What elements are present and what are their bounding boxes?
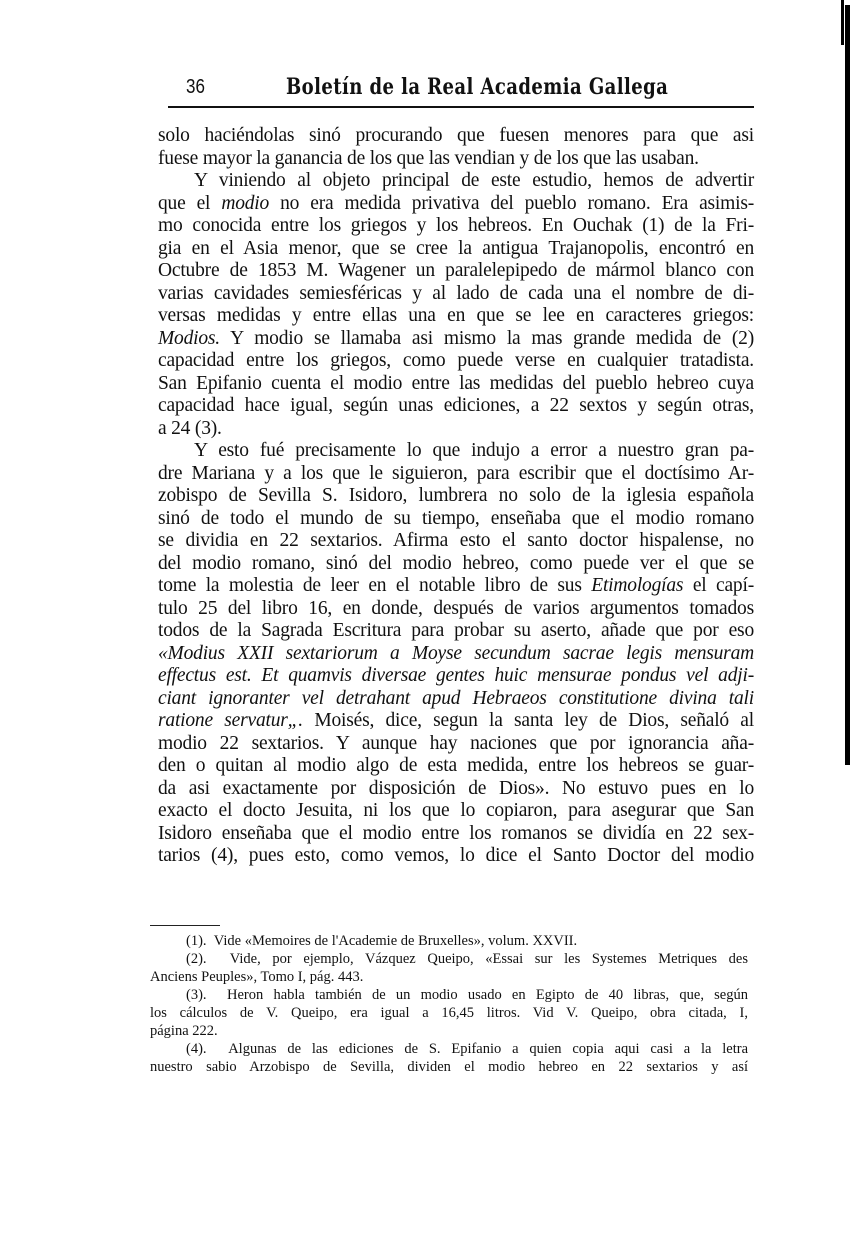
latin-quote-line bbox=[158, 665, 754, 688]
text-line: zobispo de Sevilla S. Isidoro, lumbrera no solo de la iglesia española bbox=[158, 485, 754, 506]
footnote-text: Vide, por ejemplo, Vázquez Queipo, «Essai sur les Systemes Metriques des bbox=[229, 951, 748, 967]
text-line: exacto el docto Jesuita, ni los que lo copiaron, para asegurar que San bbox=[158, 800, 754, 821]
text-fragment: no era medida privativa del pueblo romano. Era asimis- bbox=[269, 192, 755, 214]
footnotes bbox=[150, 932, 748, 1076]
text-line: versas medidas y entre ellas una en que se lee en caracteres griegos: bbox=[158, 305, 754, 326]
footnote-text: Heron habla también de un modio usado en Egipto de 40 libras, que, según bbox=[226, 987, 748, 1003]
text-line: tulo 25 del libro 16, en donde, después de varios argumentos tomados bbox=[158, 597, 754, 619]
text-line: a 24 (3). bbox=[158, 417, 222, 439]
footnote-3-cont: página 222. bbox=[150, 1023, 218, 1039]
text-line: Isidoro enseñaba que el modio entre los romanos se dividía en 22 sex- bbox=[158, 822, 754, 844]
italic-term: Modios. bbox=[158, 327, 220, 349]
footnote-2-cont: Anciens Peuples», Tomo I, pág. 443. bbox=[150, 969, 364, 985]
text-fragment: el capí- bbox=[683, 575, 754, 596]
text-line: dre Mariana y a los que le siguieron, para escribir que el doctísimo Ar- bbox=[158, 462, 754, 484]
text-line: capacidad hace igual, según unas ediciones, a 22 sextos y según otras, bbox=[158, 395, 754, 416]
latin-quote-text: ratione servatur„. bbox=[158, 710, 303, 731]
italic-term: modio bbox=[221, 192, 270, 214]
footnote-3 bbox=[150, 986, 748, 1004]
text-line: se dividia en 22 sextarios. Afirma esto el santo doctor hispalense, no bbox=[158, 530, 754, 551]
footnote-text: Algunas de las ediciones de S. Epifanio a quien copia aqui casi a la letra bbox=[228, 1041, 749, 1057]
text-fragment: Y modio se llamaba asi mismo la mas grande medida de (2) bbox=[219, 327, 754, 349]
text-line: Y viniendo al objeto principal de este estudio, hemos de advertir bbox=[194, 170, 754, 191]
text-line: todos de la Sagrada Escritura para probar su aserto, añade que por eso bbox=[158, 620, 754, 641]
footnote-marker: (1). bbox=[186, 933, 207, 949]
text-line: mo conocida entre los griegos y los hebreos. En Ouchak (1) de la Fri- bbox=[158, 215, 754, 236]
text-line: tarios (4), pues esto, como vemos, lo dice el Santo Doctor del modio bbox=[158, 845, 754, 866]
footnote-4-cont: nuestro sabio Arzobispo de Sevilla, dividen el modio hebreo en 22 sextarios y así bbox=[150, 1059, 748, 1075]
page-header bbox=[186, 74, 752, 110]
text-line: San Epifanio cuenta el modio entre las medidas del pueblo hebreo cuya bbox=[158, 372, 754, 394]
text-line: solo haciéndolas sinó procurando que fuesen menores para que asi bbox=[158, 125, 754, 146]
text-line: Y esto fué precisamente lo que indujo a error a nuestro gran pa- bbox=[194, 440, 754, 461]
text-line-with-italic bbox=[158, 575, 754, 598]
header-rule bbox=[168, 106, 754, 108]
text-fragment: que el bbox=[158, 192, 222, 214]
text-line: den o quitan al modio algo de esta medida, entre los hebreos se guar- bbox=[158, 755, 754, 776]
latin-quote-line bbox=[158, 688, 754, 711]
footnote-2 bbox=[150, 950, 748, 968]
footnote-3-cont: los cálculos de V. Queipo, era igual a 16,45 litros. Vid V. Queipo, obra citada, I, bbox=[150, 1005, 748, 1021]
page-number: 36 bbox=[186, 76, 205, 98]
footnote-marker: (2). bbox=[186, 951, 207, 967]
running-title: Boletín de la Real Academia Gallega bbox=[286, 74, 669, 100]
latin-quote-text: ciant ignoranter vel detrahant apud Hebraeos constitutione divina tali bbox=[158, 687, 754, 709]
footnote-1 bbox=[150, 932, 748, 950]
latin-quote-text: effectus est. Et quamvis diversae gentes huic mensurae pondus vel adji- bbox=[158, 665, 754, 686]
italic-term: Etimologías bbox=[591, 575, 684, 596]
text-line: varias cavidades semiesféricas y al lado de cada una el nombre de di- bbox=[158, 282, 754, 304]
text-line: gia en el Asia menor, que se cree la antigua Trajanopolis, encontró en bbox=[158, 237, 754, 259]
text-line: da asi exactamente por disposición de Dios». No estuvo pues en lo bbox=[158, 777, 754, 799]
text-line: modio 22 sextarios. Y aunque hay naciones que por ignorancia aña- bbox=[158, 732, 754, 754]
footnote-marker: (4). bbox=[186, 1041, 207, 1057]
text-line-with-italic bbox=[158, 328, 754, 351]
body-text bbox=[158, 125, 754, 868]
text-line: del modio romano, sinó del modio hebreo, como puede ver el que se bbox=[158, 552, 754, 574]
footnote-separator bbox=[150, 925, 220, 926]
text-line: capacidad entre los griegos, como puede verse en cualquier tratadista. bbox=[158, 350, 754, 371]
text-line-with-italic bbox=[158, 710, 754, 733]
footnote-text: Vide «Memoires de l'Academie de Bruxelles», volum. XXVII. bbox=[213, 933, 578, 949]
text-line-with-italic bbox=[158, 193, 754, 216]
text-line: Octubre de 1853 M. Wagener un paralelepipedo de mármol blanco con bbox=[158, 260, 754, 281]
text-fragment: Moisés, dice, segun la santa ley de Dios, señaló al bbox=[302, 710, 754, 731]
text-fragment: tome la molestia de leer en el notable libro de sus bbox=[158, 575, 592, 596]
footnote-marker: (3). bbox=[186, 987, 207, 1003]
latin-quote-text: «Modius XXII sextariorum a Moyse secundum sacrae legis mensuram bbox=[158, 642, 754, 664]
scan-edge-artifact-top bbox=[841, 0, 844, 45]
latin-quote-line bbox=[158, 643, 754, 666]
text-line: fuese mayor la ganancia de los que las vendian y de los que las usaban. bbox=[158, 147, 699, 169]
text-line: sinó de todo el mundo de su tiempo, enseñaba que el modio romano bbox=[158, 507, 754, 529]
scan-edge-artifact bbox=[845, 5, 850, 765]
footnote-4 bbox=[150, 1040, 748, 1058]
